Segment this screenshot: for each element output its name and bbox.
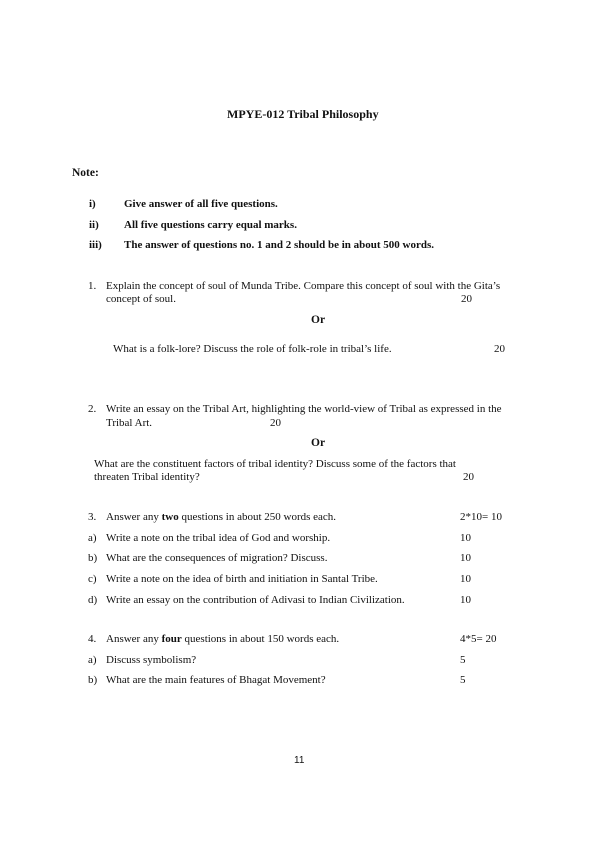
sub-question-text: Discuss symbolism? xyxy=(106,654,197,666)
question-text: concept of soul. xyxy=(106,293,176,305)
sub-question-marks: 5 xyxy=(460,674,466,686)
question-text-emphasis: two xyxy=(161,511,179,523)
question-alt-text: threaten Tribal identity? xyxy=(94,471,200,483)
question-text-emphasis: four xyxy=(161,633,182,645)
sub-question-letter: c) xyxy=(88,573,97,585)
question-alt-text: What are the constituent factors of tribal identity? Discuss some of the factors that xyxy=(94,458,456,470)
sub-question-text: Write an essay on the contribution of Adivasi to Indian Civilization. xyxy=(106,594,405,606)
question-number: 4. xyxy=(88,633,97,645)
or-divider: Or xyxy=(311,314,326,326)
sub-question-letter: b) xyxy=(88,674,98,686)
instruction-num: ii) xyxy=(89,219,99,231)
question-marks: 20 xyxy=(270,417,281,429)
question-text xyxy=(106,633,339,645)
question-text-pre: Answer any xyxy=(106,633,162,645)
instruction-num: i) xyxy=(89,198,96,210)
question-marks: 4*5= 20 xyxy=(460,633,497,645)
or-divider: Or xyxy=(311,437,326,449)
instruction-num: iii) xyxy=(89,239,102,251)
sub-question-marks: 10 xyxy=(460,532,471,544)
question-text-post: questions in about 150 words each. xyxy=(181,633,340,645)
sub-question-marks: 10 xyxy=(460,594,471,606)
question-number: 1. xyxy=(88,280,97,292)
page-number: 11 xyxy=(294,755,305,766)
sub-question-text: What are the consequences of migration? Discuss. xyxy=(106,552,328,564)
sub-question-marks: 5 xyxy=(460,654,466,666)
question-number: 2. xyxy=(88,403,97,415)
page-title: MPYE-012 Tribal Philosophy xyxy=(227,107,379,121)
sub-question-letter: d) xyxy=(88,594,98,606)
question-text: Tribal Art. xyxy=(106,417,153,429)
question-marks: 20 xyxy=(461,293,472,305)
question-text xyxy=(106,511,336,523)
question-alt-text: What is a folk-lore? Discuss the role of folk-role in tribal’s life. xyxy=(113,343,392,355)
question-text: Explain the concept of soul of Munda Tribe. Compare this concept of soul with the Gita’s xyxy=(106,280,501,292)
question-marks: 2*10= 10 xyxy=(460,511,502,523)
sub-question-text: Write a note on the tribal idea of God and worship. xyxy=(106,532,331,544)
question-text-pre: Answer any xyxy=(106,511,162,523)
question-text-post: questions in about 250 words each. xyxy=(178,511,337,523)
question-alt-marks: 20 xyxy=(463,471,474,483)
instruction-text: The answer of questions no. 1 and 2 should be in about 500 words. xyxy=(124,239,435,251)
instruction-text: All five questions carry equal marks. xyxy=(124,219,297,231)
question-number: 3. xyxy=(88,511,97,523)
sub-question-text: What are the main features of Bhagat Movement? xyxy=(106,674,326,686)
sub-question-marks: 10 xyxy=(460,552,471,564)
sub-question-letter: b) xyxy=(88,552,98,564)
sub-question-letter: a) xyxy=(88,532,97,544)
sub-question-text: Write a note on the idea of birth and initiation in Santal Tribe. xyxy=(106,573,378,585)
note-label: Note: xyxy=(72,167,99,179)
sub-question-marks: 10 xyxy=(460,573,471,585)
instruction-text: Give answer of all five questions. xyxy=(124,198,278,210)
sub-question-letter: a) xyxy=(88,654,97,666)
question-text: Write an essay on the Tribal Art, highlighting the world-view of Tribal as expressed in the xyxy=(106,403,502,415)
question-alt-marks: 20 xyxy=(494,343,505,355)
